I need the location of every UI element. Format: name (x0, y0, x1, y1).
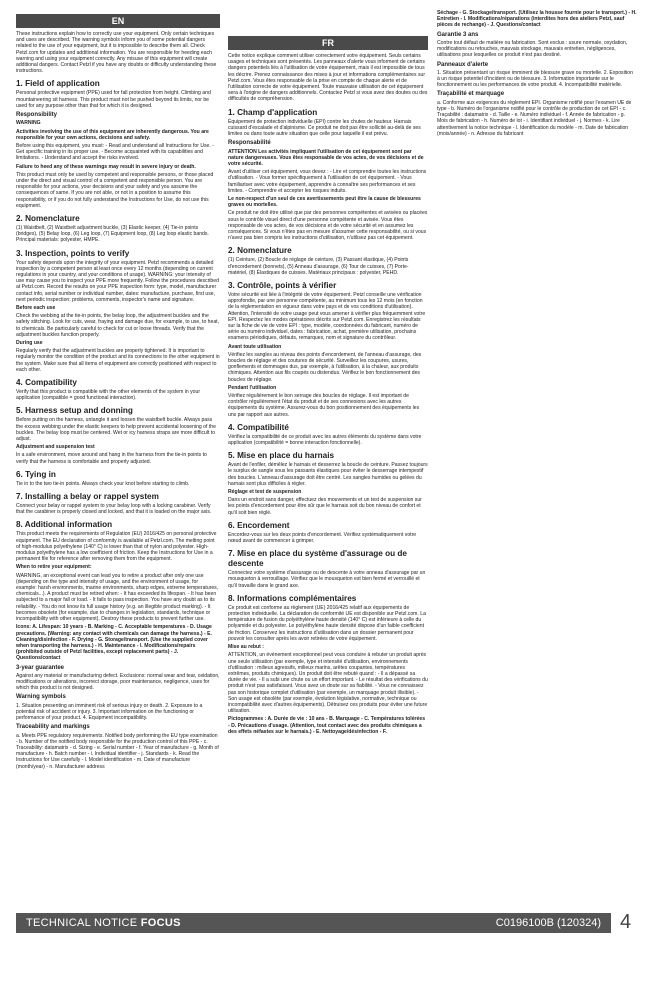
section-title: 4. Compatibility (16, 378, 77, 388)
icons-legend-continued: Séchage - G. Stockage/transport. (Utilisez la housse fournie pour le transport.) - H. Entretien - I. Modifications/réparations (interdites hors des ateliers Petzl, sauf pièces de rechange) - J. Questions/contact (437, 10, 637, 29)
section-text: Check the webbing at the tie-in points, the belay loop, the adjustment buckles and the safety stitching. Look for cuts, wear, fraying and damage due, for example, to use, to heat, to chemicals. Be particularly careful to check for cut or loose threads. Verify that the adjustment buckles function properly. (16, 313, 220, 338)
section-text: Connectez votre système d'assurage ou de descente à votre anneau d'assurage par un mousqueton à verrouillage. Vérifiez que le mousqueton est bien fermé et verrouillé et qu'il travaille dans le grand axe. (228, 570, 426, 589)
section-title: 1. Champ d'application (228, 107, 318, 117)
section-text: Vérifiez les sangles au niveau des points d'encordement, de l'anneau d'assurage, des boucles de réglage et des coutures de sécurité. Surveillez les coupures, usures, gonflements et dommages dus, par exemple, à l'utilisation, à la chaleur, aux produits chimiques. Attention aux fils coupés ou distendus. Vérifiez le bon fonctionnement des boucles de réglage. (228, 351, 422, 383)
section-title: 5. Mise en place du harnais (228, 451, 335, 461)
section-text: This product must only be used by competent and responsible persons, or those placed under the direct and visual control of a competent and responsible person. You are responsible for your actions, your decisions and your safety and you assume the consequences of same. If you are not able, or not in a position to assume this responsibility, or if you do not fully understand the Instructions for Use, do not use this equipment. (16, 171, 214, 209)
section-title: 7. Mise en place du système d'assurage ou de descente (228, 549, 407, 569)
warning-text: ATTENTION Les activités impliquant l'utilisation de cet équipement sont par nature dangereuses. Vous êtes responsable de vos actes, de vos décisions et de votre sécurité. (228, 148, 424, 167)
section-text: Contre tout défaut de matière ou fabrication. Sont exclus : usure normale, oxydation, modifications ou retouches, mauvais stockage, mauvais entretien, négligences, utilisations pour lesquelles ce produit n'est pas destiné. (437, 39, 628, 59)
subsection-title: Pendant l'utilisation (228, 384, 277, 391)
subsection-title: 3-year guarantee (16, 664, 65, 671)
section-title: 2. Nomenclature (16, 213, 80, 223)
subsection-title: Adjustment and suspension test (16, 444, 95, 451)
language-header-fr: FR (228, 36, 428, 50)
page-footer (0, 911, 649, 935)
document-code: C0196100B (120324) (495, 917, 601, 929)
warning-text: Failure to heed any of these warnings may result in severe injury or death. (16, 163, 196, 170)
subsection-title: When to retire your equipment: (16, 564, 92, 571)
subsection-title: Responsibility (16, 112, 58, 118)
section-title: 1. Field of application (16, 79, 100, 89)
section-text: Connect your belay or rappel system to your belay loop with a locking carabiner. Verify that the carabiner is properly closed and locked, and that it is loaded on the major axis. (16, 503, 212, 516)
section-text: 1. Situation presenting an imminent risk of serious injury or death. 2. Exposure to a potential risk of accident or injury. 3. Important information on the functioning or performance of your product. 4. Equipment incompatibility. (16, 702, 203, 722)
subsection-title: Panneaux d'alerte (437, 61, 489, 68)
subsection-title: Garantie 3 ans (437, 31, 479, 38)
section-text: Vérifiez régulièrement le bon serrage des boucles de réglage. Il est important de contrôler régulièrement l'état du produit et de ses connexions avec les autres équipements du système. Assurez-vous du bon positionnement des équipements les uns par rapport aux autres. (228, 393, 420, 418)
section-text: a. Meets PPE regulatory requirements. Notified body performing the EU type examination - b. Number of the notified body responsible for the production control of this PPE - c. Traceability: datamatrix - d. Sizing - e. Serial number - f. Year of manufacture - g. Month of manufacture - h. Batch number - i. Individual identifier - j. Standards - k. Read the Instructions for Use carefully - l. Model identification - m. Date of manufacture (month/year) - n. Manufacturer address (16, 732, 219, 770)
document-title-prefix: TECHNICAL NOTICE (26, 917, 141, 929)
language-header-en: EN (16, 14, 220, 28)
section-title: 6. Tying in (16, 469, 56, 479)
warning-text: Activities involving the use of this equipment are inherently dangerous. You are responsible for your own actions, decisions and safety. (16, 128, 209, 141)
section-title: 6. Encordement (228, 520, 290, 530)
section-text: Against any material or manufacturing defect. Exclusions: normal wear and tear, oxidation, modifications or alterations, incorrect storage, poor maintenance, negligence, uses for which this product is not designed. (16, 672, 220, 692)
subsection-title: Warning symbols (16, 694, 66, 701)
subsection-title: During use (16, 340, 43, 346)
page-number: 4 (620, 911, 632, 933)
warning-label: WARNING (16, 120, 41, 127)
section-text: Before using this equipment, you must: - Read and understand all Instructions for Use. - Get specific training in its proper use. - Become acquainted with its capabilities and limitations. - Understand and accept the risks involved. (16, 142, 214, 162)
french-continued-column (437, 10, 637, 300)
subsection-title: Traçabilité et marquage (437, 91, 505, 98)
intro-text: These instructions explain how to correctly use your equipment. Only certain techniques and uses are described. The warning symbols inform you of some potential dangers related to the use of your equipment, but it is impossible to describe them all. Check Petzl.com for updates and additional information. You are responsible for heeding each warning and using your equipment correctly. Any misuse of this equipment will create additional dangers. Contact Petzl if you have any doubts or difficulty understanding these instructions. (16, 30, 217, 75)
section-text: Avant d'utiliser cet équipement, vous devez : - Lire et comprendre toutes les instructions d'utilisation. - Vous former spécifiquement à l'utilisation de cet équipement. - Vous familiariser avec votre équipement, apprendre à connaître ses performances et ses limites. - Comprendre et accepter les risques induits. (228, 169, 427, 194)
section-text: (1) Waistbelt, (2) Waistbelt adjustment buckle, (3) Elastic keeper, (4) Tie-in points (bridges), (5) Belay loop, (6) Leg loop, (7) Equipment loop, (8) Leg loop elastic bands. Principal materials: polyester, HMPE. (16, 224, 209, 244)
subsection-title: Responsabilité (228, 140, 271, 147)
section-title: 3. Contrôle, points à vérifier (228, 280, 337, 290)
section-text: WARNING, an exceptional event can lead you to retire a product after only one use (depending on the type and intensity of usage, and the environment of usage, for example: harsh environments, marine environments, sharp edges, extreme temperatures, chemicals...). A product must be retired when: - It has exceeded its lifespan. - It has been subjected to a major fall or load. - It fails to pass inspection. You have any doubt as to its reliability. - You do not know its full usage history (e.g. an illegible product marking). - It becomes obsolete (for example, due to changes in legislation, standards, technique or incompatibility with other equipment). Destroy these products to prevent further use. (16, 572, 219, 623)
section-text: Personal protective equipment (PPE) used for fall protection from height. Climbing and mountaineering sit harness. This product must not be pushed beyond its limits, nor be used for any purpose other than that for which it is designed. (16, 90, 211, 109)
section-text: Votre sécurité est liée à l'intégrité de votre équipement. Petzl conseille une vérification approfondie, par une personne compétente, au minimum tous les 12 mois (en fonction de la réglementation en vigueur dans votre pays et de vos conditions d'utilisation). Attention, l'intensité de votre usage peut vous amener à vérifier plus fréquemment votre EPI. Respectez les modes opératoires décrits sur Petzl.com. Enregistrez les résultats sur la fiche de vie de votre EPI : type, modèle, coordonnées du fabricant, numéro de série ou numéro individuel, dates : fabrication, achat, première utilisation, prochains examens périodiques, défauts, remarques, nom et signature du contrôleur. (228, 291, 426, 342)
section-title: 8. Additional information (16, 520, 113, 530)
subsection-title: Réglage et test de suspension (228, 489, 302, 496)
section-title: 8. Informations complémentaires (228, 593, 357, 603)
section-title: 3. Inspection, points to verify (16, 248, 130, 258)
section-text: Encordez-vous sur les deux points d'encordement. Vérifiez systématiquement votre nœud avant de commencer à grimper. (228, 531, 417, 545)
section-text: In a safe environment, move around and hang in the harness from the tie-in points to verify that the harness is comfortable and properly adjusted. (16, 452, 207, 465)
section-title: 7. Installing a belay or rappel system (16, 492, 159, 502)
section-text: Ce produit ne doit être utilisé que par des personnes compétentes et avisées ou placées sous le contrôle visuel direct d'une personne compétente et avisée. Vous êtes responsable de vos actes, de vos décisions et de votre sécurité et en assumez les conséquences. Si vous n'êtes pas en mesure d'assumer cette responsabilité, ou si vous n'avez pas bien compris les instructions d'utilisation, n'utilisez pas cet équipement. (228, 210, 428, 242)
section-text: Avant de l'enfiler, démêlez le harnais et desserrez la boucle de ceinture. Passez toujours le surplus de sangle sous les passants élastiques pour éviter le desserrage intempestif des boucles. L'anneau d'assurage doit être centré. Les sangles humides ou gelées du harnais sont plus difficiles à régler. (228, 462, 428, 487)
subsection-title: Traceability and markings (16, 724, 90, 731)
icons-legend: Icons: A. Lifespan: 10 years - B. Marking - C. Acceptable temperatures - D. Usage precautions. (Warning: any contact with chemicals can damage the harness.) - E. Cleaning/disinfection - F. Drying - G. Storage/transport. (Use the supplied cover when transporting the harness.) - H. Maintenance - I. Modifications/repairs (prohibited outside of Petzl facilities, except replacement parts) - J. Questions/contact (16, 624, 212, 662)
section-text: a. Conforme aux exigences du règlement EPI. Organisme notifié pour l'examen UE de type - b. Numéro de l'organisme notifié pour le contrôle de production de cet EPI - c. Traçabilité : datamatrix - d. Taille - e. Numéro individuel - f. Année de fabrication - g. Mois de fabrication - h. Numéro de lot - i. Identifiant individuel - j. Normes - k. Lire attentivement la notice technique - l. Identification du modèle - m. Date de fabrication (mois/année) - n. Adresse du fabricant (437, 99, 632, 137)
section-text: (1) Ceinture, (2) Boucle de réglage de ceinture, (3) Passant élastique, (4) Points d'encordement (bonnets), (5) Anneau d'assurage, (6) Tour de cuisses, (7) Porte-matériel, (8) Élastiques de cuisses. Matériaux principaux : polyester, PEHD. (228, 257, 409, 276)
section-text: This product meets the requirements of Regulation (EU) 2016/425 on personal protective equipment. The EU declaration of conformity is available at Petzl.com. The melting point of high-modulus polyethylene (140° C) is lower than that of nylon and polyester. High-modulus polyethylene has a low coefficient of friction. Keep the Instructions for Use in a permanent file for reference after removing them from the equipment. (16, 531, 217, 563)
section-title: 5. Harness setup and donning (16, 406, 133, 416)
intro-text: Cette notice explique comment utiliser correctement votre équipement. Seuls certains usages et techniques sont présentés. Les panneaux d'alerte vous informent de certains dangers potentiels liés à l'utilisation de votre équipement, mais il est impossible de tous les décrire. Prenez connaissance des mises à jour et informations complémentaires sur Petzl.com. Vous êtes responsable de la prise en compte de chaque alerte et de l'utilisation correcte de votre équipement. Toute mauvaise utilisation de cet équipement sera à l'origine de dangers additionnels. Contactez Petzl si vous avez des doutes ou des difficultés de compréhension. (228, 52, 428, 103)
section-text: Regularly verify that the adjustment buckles are properly tightened. It is important to regularly monitor the condition of the product and its connections to the other equipment in the system. Make sure that all items of equipment are correctly positioned with respect to each other. (16, 348, 220, 373)
section-title: 4. Compatibilité (228, 422, 289, 432)
section-text: Ce produit est conforme au règlement (UE) 2016/425 relatif aux équipements de protection individuelle. La déclaration de conformité UE est disponible sur Petzl.com. La température de fusion du polyéthylène haute densité (140° C) est inférieure à celle du polyamide et du polyester. Le polyéthylène haute densité dispose d'un faible coefficient de friction. Conservez les instructions d'utilisation dans un dossier permanent pour pouvoir les consulter après les avoir retirées de votre équipement. (228, 604, 426, 642)
french-column (228, 36, 428, 902)
section-text: ATTENTION, un événement exceptionnel peut vous conduire à rebuter un produit après une seule utilisation (par exemple, type et intensité d'utilisation, environnements d'utilisation : milieux agressifs, milieux marins, arêtes coupantes, températures extrêmes, produits chimiques). Un produit doit être rebuté quand : - Il a dépassé sa durée de vie. - Il a subi une chute ou un effort important. - Le résultat des vérifications du produit n'est pas satisfaisant. Vous avez un doute sur sa fiabilité. - Vous ne connaissez pas son historique complet d'utilisation (par exemple, un marquage produit illisible). - Son usage est obsolète (par exemple, évolution législative, normative, technique ou incompatibilité avec d'autres équipements). Détruisez ces produits pour éviter une future utilisation. (228, 652, 428, 715)
document-title (26, 917, 181, 929)
section-text: Équipement de protection individuelle (EPI) contre les chutes de hauteur. Harnais cuissard d'escalade et d'alpinisme. Ce produit ne doit pas être sollicité au-delà de ses limites ou dans toute autre situation que celle pour laquelle il est prévu. (228, 118, 421, 137)
section-text: Dans un endroit sans danger, effectuez des mouvements et un test de suspension sur les points d'encordement pour être sûr que le harnais soit du bon niveau de confort et qu'il soit bien réglé. (228, 497, 422, 516)
subsection-title: Mise au rebut : (228, 644, 264, 651)
subsection-title: Before each use (16, 304, 56, 311)
section-text: 1. Situation présentant un risque imminent de blessure grave ou mortelle. 2. Exposition à un risque potentiel d'incident ou de blessure. 3. Information importante sur le fonctionnement ou les performances de votre produit. 4. Incompatibilité matérielle. (437, 69, 633, 89)
icons-legend: Pictogrammes : A. Durée de vie : 10 ans - B. Marquage - C. Températures tolérées - D. Précautions d'usage. (Attention, tout contact avec des produits chimiques a des effets néfastes sur le harnais.) - E. Nettoyage/désinfection - F. (228, 716, 426, 735)
section-title: 2. Nomenclature (228, 246, 292, 256)
section-text: Vérifiez la compatibilité de ce produit avec les autres éléments du système dans votre application (compatibilité = bonne interaction fonctionnelle). (228, 433, 422, 447)
warning-text: Le non-respect d'un seul de ces avertissements peut être la cause de blessures graves ou mortelles. (228, 195, 421, 209)
subsection-title: Avant toute utilisation (228, 343, 282, 350)
product-name: FOCUS (140, 917, 181, 929)
section-text: Your safety depends upon the integrity of your equipment. Petzl recommends a detailed inspection by a competent person at least once every 12 months (depending on current regulations in your country, and your conditions of usage). WARNING: your intensity of use may cause you to inspect your PPE more frequently. Follow the procedures described at Petzl.com. Record the results on your PPE inspection form: type, model, manufacturer contact info, serial number or individual number, dates: manufacture, purchase, first use, next periodic inspection; problems, comments, inspector's name and signature. (16, 259, 219, 303)
section-text: Tie in to the two tie-in points. Always check your knot before starting to climb. (16, 480, 190, 487)
section-text: Before putting on the harness, untangle it and loosen the waistbelt buckle. Always pass the excess webbing under the elastic keepers to help prevent accidental loosening of the buckles. The belay loop must be centered. Wet or icy harness straps are more difficult to adjust. (16, 417, 216, 443)
section-text: Verify that this product is compatible with the other elements of the system in your application (compatible = good functional interaction). (16, 389, 201, 402)
english-column (16, 14, 220, 914)
